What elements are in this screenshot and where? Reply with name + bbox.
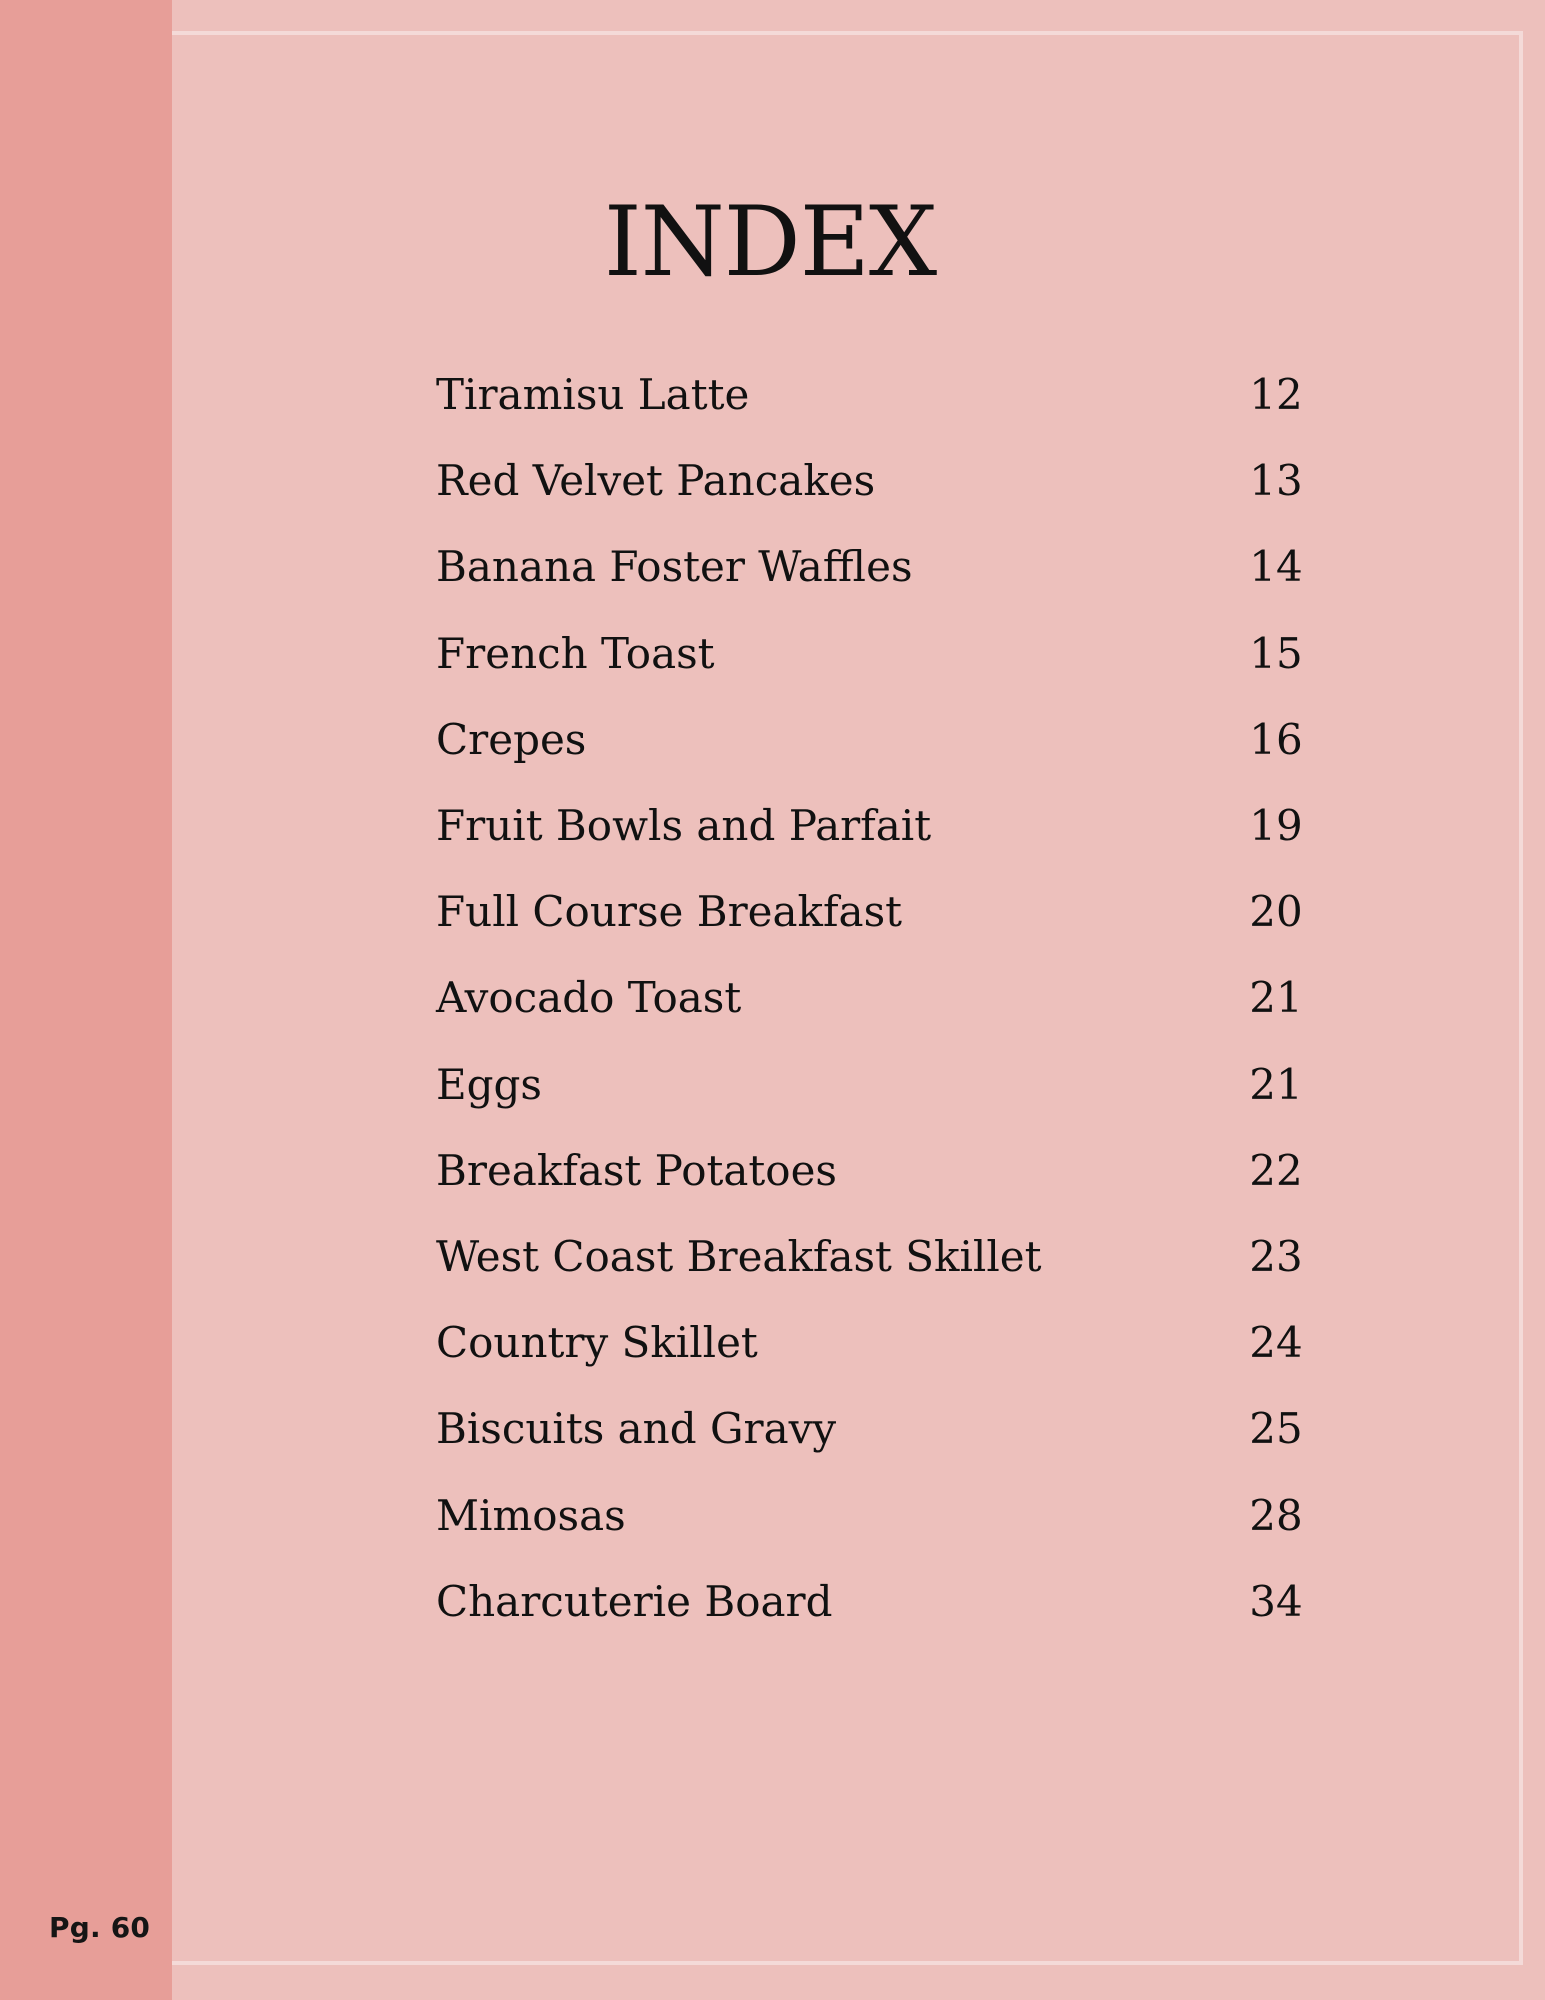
index-entry-title: Full Course Breakfast (436, 887, 903, 937)
index-entry-title: Red Velvet Pancakes (436, 456, 876, 506)
index-entry (436, 869, 1316, 955)
index-entry-page: 23 (1249, 1231, 1303, 1281)
index-entry-title: Fruit Bowls and Parfait (436, 801, 932, 851)
index-entry-page: 15 (1249, 628, 1303, 678)
page-number-label: Pg. 60 (49, 1911, 151, 1944)
index-entry-page: 34 (1249, 1576, 1303, 1626)
index-entry-page: 24 (1249, 1318, 1303, 1368)
index-entry (436, 955, 1316, 1041)
index-entry-title: French Toast (436, 628, 715, 678)
index-entry (436, 1559, 1316, 1645)
index-entry-title: Avocado Toast (436, 973, 742, 1023)
index-entry-page: 20 (1249, 887, 1303, 937)
index-entry (436, 1300, 1316, 1386)
index-entry (436, 1128, 1316, 1214)
index-entry-title: Banana Foster Waffles (436, 542, 913, 592)
index-entry-title: West Coast Breakfast Skillet (436, 1231, 1042, 1281)
index-entry-title: Eggs (436, 1059, 542, 1109)
index-entry (436, 524, 1316, 610)
index-entry-title: Tiramisu Latte (436, 370, 750, 420)
index-entry (436, 1042, 1316, 1128)
index-entry-page: 19 (1249, 801, 1303, 851)
index-entry-page: 28 (1249, 1490, 1303, 1540)
index-entry-page: 21 (1249, 1059, 1303, 1109)
index-entry (436, 1214, 1316, 1300)
index-entry-page: 16 (1249, 714, 1303, 764)
index-entry-page: 14 (1249, 542, 1303, 592)
index-entry (436, 352, 1316, 438)
side-strip (0, 0, 172, 2000)
index-entry-title: Biscuits and Gravy (436, 1404, 837, 1454)
index-entry-page: 22 (1249, 1145, 1303, 1195)
index-entry (436, 1386, 1316, 1472)
index-entry-title: Country Skillet (436, 1318, 758, 1368)
index-entry-page: 13 (1249, 456, 1303, 506)
index-entry (436, 697, 1316, 783)
index-entry-title: Mimosas (436, 1490, 626, 1540)
page-title: INDEX (603, 186, 937, 299)
index-list (436, 352, 1316, 1645)
index-entry (436, 1472, 1316, 1558)
index-entry-title: Breakfast Potatoes (436, 1145, 837, 1195)
index-entry-page: 25 (1249, 1404, 1303, 1454)
index-entry (436, 611, 1316, 697)
index-entry (436, 783, 1316, 869)
index-entry-title: Charcuterie Board (436, 1576, 833, 1626)
index-entry-page: 21 (1249, 973, 1303, 1023)
index-entry-title: Crepes (436, 714, 587, 764)
index-entry-page: 12 (1249, 370, 1303, 420)
index-entry (436, 438, 1316, 524)
